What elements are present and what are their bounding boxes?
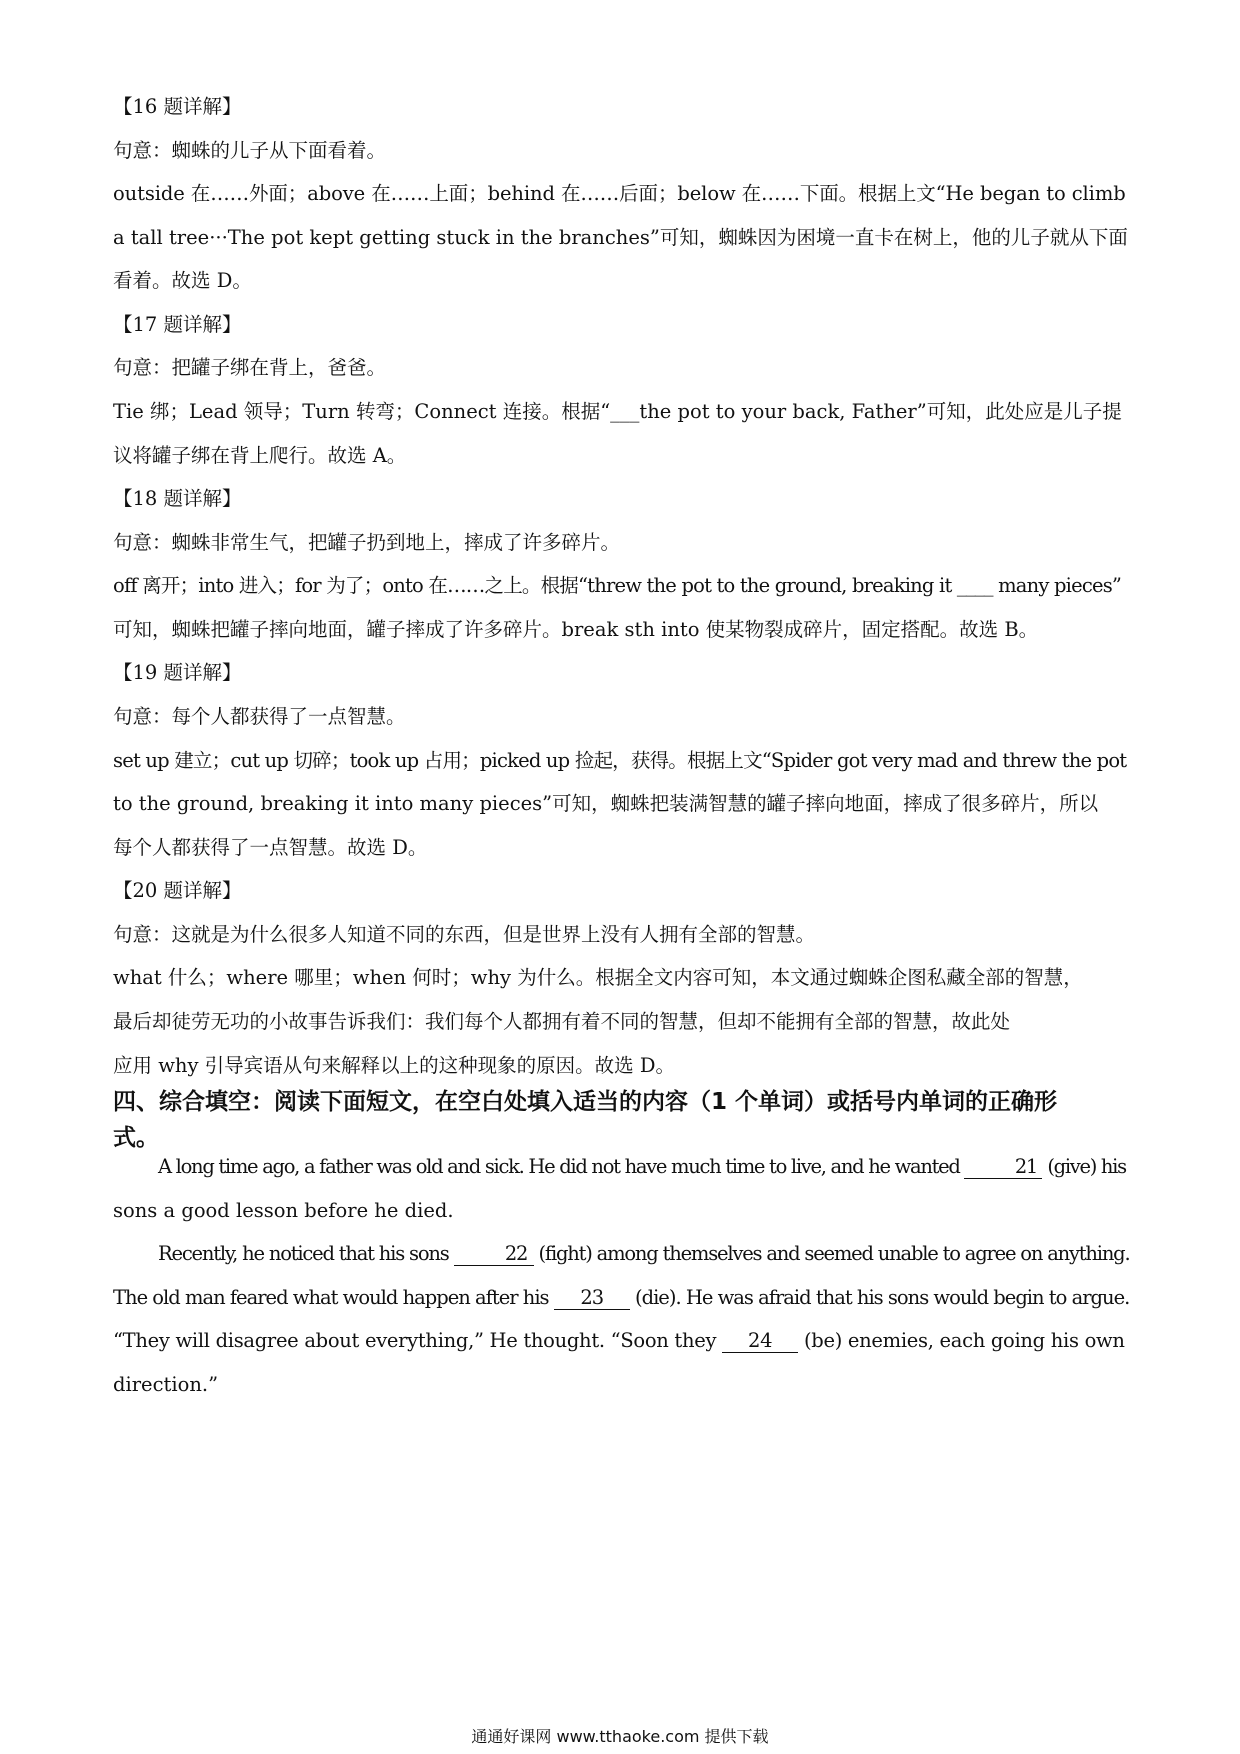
passage-paragraph-2-line-2 [113,1283,1129,1313]
q16-meaning: 句意：蜘蛛的儿子从下面看着。 [113,139,387,162]
q17-meaning: 句意：把罐子绑在背上，爸爸。 [113,356,387,379]
q18-meaning: 句意：蜘蛛非常生气，把罐子扔到地上，摔成了许多碎片。 [113,531,621,554]
q20-explanation-line-2: 最后却徒劳无功的小故事告诉我们：我们每个人都拥有着不同的智慧，但却不能拥有全部的智慧，故此处 [113,1010,1011,1033]
q16-explanation-line-2: a tall tree···The pot kept getting stuck in the branches”可知，蜘蛛因为困境一直卡在树上，他的儿子就从下面 [113,226,1128,249]
q20-explanation-line-3: 应用 why 引导宾语从句来解释以上的这种现象的原因。故选 D。 [113,1054,675,1077]
q20-explanation-line-1: what 什么；where 哪里；when 何时；why 为什么。根据全文内容可知，本文通过蜘蛛企图私藏全部的智慧， [113,966,1083,989]
passage-paragraph-2-line-4: direction.” [113,1373,219,1396]
q16-explanation-line-1: outside 在……外面；above 在……上面；behind 在……后面；below 在……下面。根据上文“He began to climb [113,182,1126,205]
q18-explanation-line-2: 可知，蜘蛛把罐子摔向地面，罐子摔成了许多碎片。break sth into 使某物裂成碎片，固定搭配。故选 B。 [113,618,1039,641]
q17-explanation-line-2: 议将罐子绑在背上爬行。故选 A。 [113,444,407,467]
passage-text: (fight) among themselves and seemed unable to agree on anything. [533,1242,1130,1265]
q19-explanation-line-2: to the ground, breaking it into many pieces”可知，蜘蛛把装满智慧的罐子摔向地面，摔成了很多碎片，所以 [113,792,1099,815]
passage-paragraph-1-line-1 [113,1152,1129,1182]
passage-text: Recently, he noticed that his sons [158,1242,454,1265]
page-footer: 通通好课网 www.tthaoke.com 提供下载 [471,1727,769,1746]
q19-meaning: 句意：每个人都获得了一点智慧。 [113,705,406,728]
q20-heading: 【20 题详解】 [113,879,242,902]
q16-heading: 【16 题详解】 [113,95,242,118]
q19-heading: 【19 题详解】 [113,661,242,684]
blank-23[interactable]: 23 [554,1287,630,1310]
passage-text: “They will disagree about everything,” He thought. “Soon they [113,1329,723,1352]
passage-paragraph-2-line-1 [113,1239,1129,1269]
q16-explanation-line-3: 看着。故选 D。 [113,269,252,292]
blank-21[interactable]: 21 [964,1156,1042,1179]
passage-text: (die). He was afraid that his sons would begin to argue. [629,1286,1130,1309]
q18-explanation-line-1: off 离开；into 进入；for 为了；onto 在……之上。根据“threw the pot to the ground, breaking it ____ many pieces” [113,574,1122,597]
blank-24[interactable]: 24 [722,1330,798,1353]
passage-paragraph-1-line-2: sons a good lesson before he died. [113,1199,454,1222]
q19-explanation-line-1: set up 建立；cut up 切碎；took up 占用；picked up 捡起，获得。根据上文“Spider got very mad and threw the pot [113,749,1127,772]
passage-text: (be) enemies, each going his own [798,1329,1125,1352]
q20-meaning: 句意：这就是为什么很多人知道不同的东西，但是世界上没有人拥有全部的智慧。 [113,923,816,946]
section-4-title-line-2: 式。 [113,1125,159,1151]
passage-text: (give) his [1042,1155,1126,1178]
passage-text: A long time ago, a father was old and sick. He did not have much time to live, and he wanted [158,1155,965,1178]
q17-heading: 【17 题详解】 [113,313,242,336]
q18-heading: 【18 题详解】 [113,487,242,510]
q19-explanation-line-3: 每个人都获得了一点智慧。故选 D。 [113,836,428,859]
passage-paragraph-2-line-3 [113,1326,1129,1356]
section-4-title-line-1: 四、综合填空：阅读下面短文，在空白处填入适当的内容（1 个单词）或括号内单词的正确形 [113,1089,1058,1115]
q17-explanation-line-1: Tie 绑；Lead 领导；Turn 转弯；Connect 连接。根据“___the pot to your back, Father”可知，此处应是儿子提 [113,400,1122,423]
passage-text: The old man feared what would happen after his [113,1286,554,1309]
blank-22[interactable]: 22 [454,1243,534,1266]
